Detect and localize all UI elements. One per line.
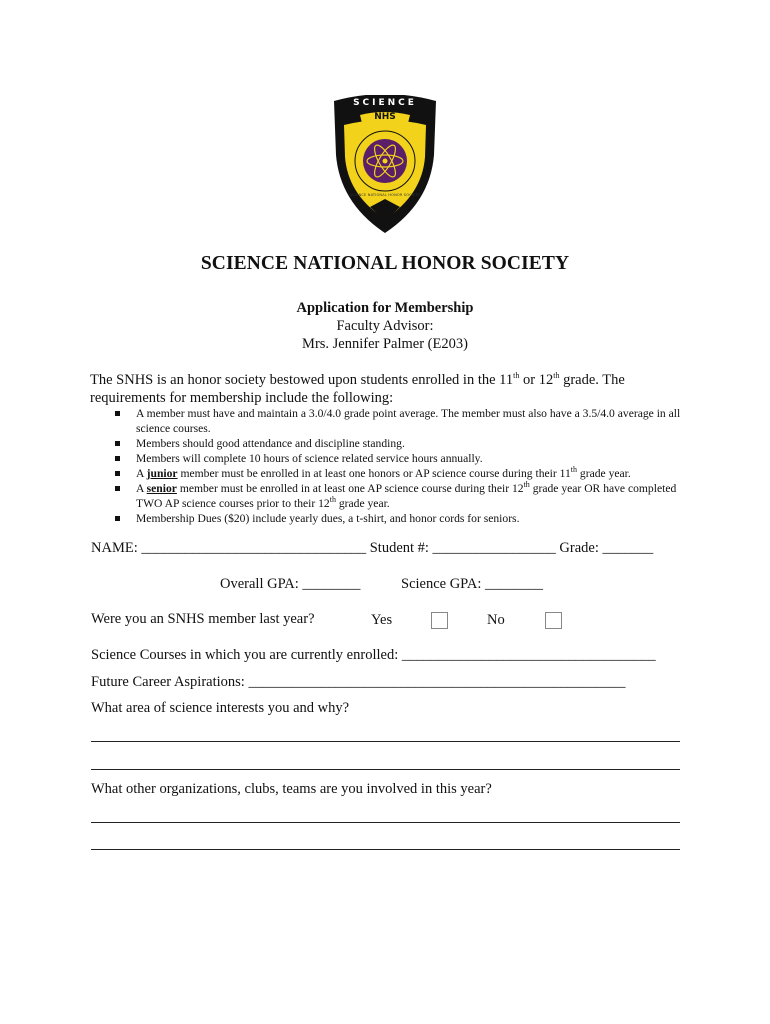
requirements-list	[113, 406, 693, 526]
overall-gpa-field[interactable]: Overall GPA: ________	[220, 576, 361, 592]
snhs-logo	[330, 95, 440, 235]
logo-top-text: SCIENCE	[353, 98, 417, 108]
answer-line[interactable]	[91, 741, 680, 742]
intro-paragraph: The SNHS is an honor society bestowed upon students enrolled in the 11th or 12th grade. The requirements for membership include the following:	[90, 371, 625, 406]
answer-line[interactable]	[91, 849, 680, 850]
science-courses-field[interactable]: Science Courses in which you are currently enrolled: ___________________________________	[91, 647, 656, 663]
science-interest-question: What area of science interests you and why?	[91, 700, 350, 716]
advisor-label: Faculty Advisor:	[336, 318, 434, 334]
application-heading: Application for Membership	[296, 300, 474, 316]
list-item: Membership Dues ($20) include yearly dues, a t-shirt, and honor cords for seniors.	[113, 511, 693, 526]
no-label: No	[487, 612, 505, 628]
logo-monogram: NHS	[374, 112, 396, 122]
yes-label: Yes	[371, 612, 393, 628]
career-aspirations-field[interactable]: Future Career Aspirations: ____________________________________________________	[91, 674, 626, 690]
list-item: A junior member must be enrolled in at least one honors or AP science course during their 11th grade year.	[113, 466, 693, 481]
list-item: A member must have and maintain a 3.0/4.0 grade point average. The member must also have a 3.5/4.0 average in all science courses.	[113, 406, 693, 436]
answer-line[interactable]	[91, 769, 680, 770]
organizations-question: What other organizations, clubs, teams are you involved in this year?	[91, 781, 492, 797]
member-question: Were you an SNHS member last year?	[91, 611, 315, 627]
science-gpa-field[interactable]: Science GPA: ________	[401, 576, 544, 592]
advisor-name: Mrs. Jennifer Palmer (E203)	[302, 336, 468, 352]
answer-line[interactable]	[91, 822, 680, 823]
list-item: Members should good attendance and discipline standing.	[113, 436, 693, 451]
page-title: SCIENCE NATIONAL HONOR SOCIETY	[200, 253, 570, 274]
logo-ring-text: SCIENCE NATIONAL HONOR SOCIETY	[349, 193, 421, 197]
list-item: Members will complete 10 hours of science related service hours annually.	[113, 451, 693, 466]
name-student-grade-field[interactable]: NAME: _______________________________ Student #: _________________ Grade: _______	[91, 540, 654, 556]
no-checkbox[interactable]	[545, 612, 562, 629]
list-item: A senior member must be enrolled in at least one AP science course during their 12th grade year OR have completed TWO AP science courses prior to their 12th grade year.	[113, 481, 693, 511]
yes-checkbox[interactable]	[431, 612, 448, 629]
